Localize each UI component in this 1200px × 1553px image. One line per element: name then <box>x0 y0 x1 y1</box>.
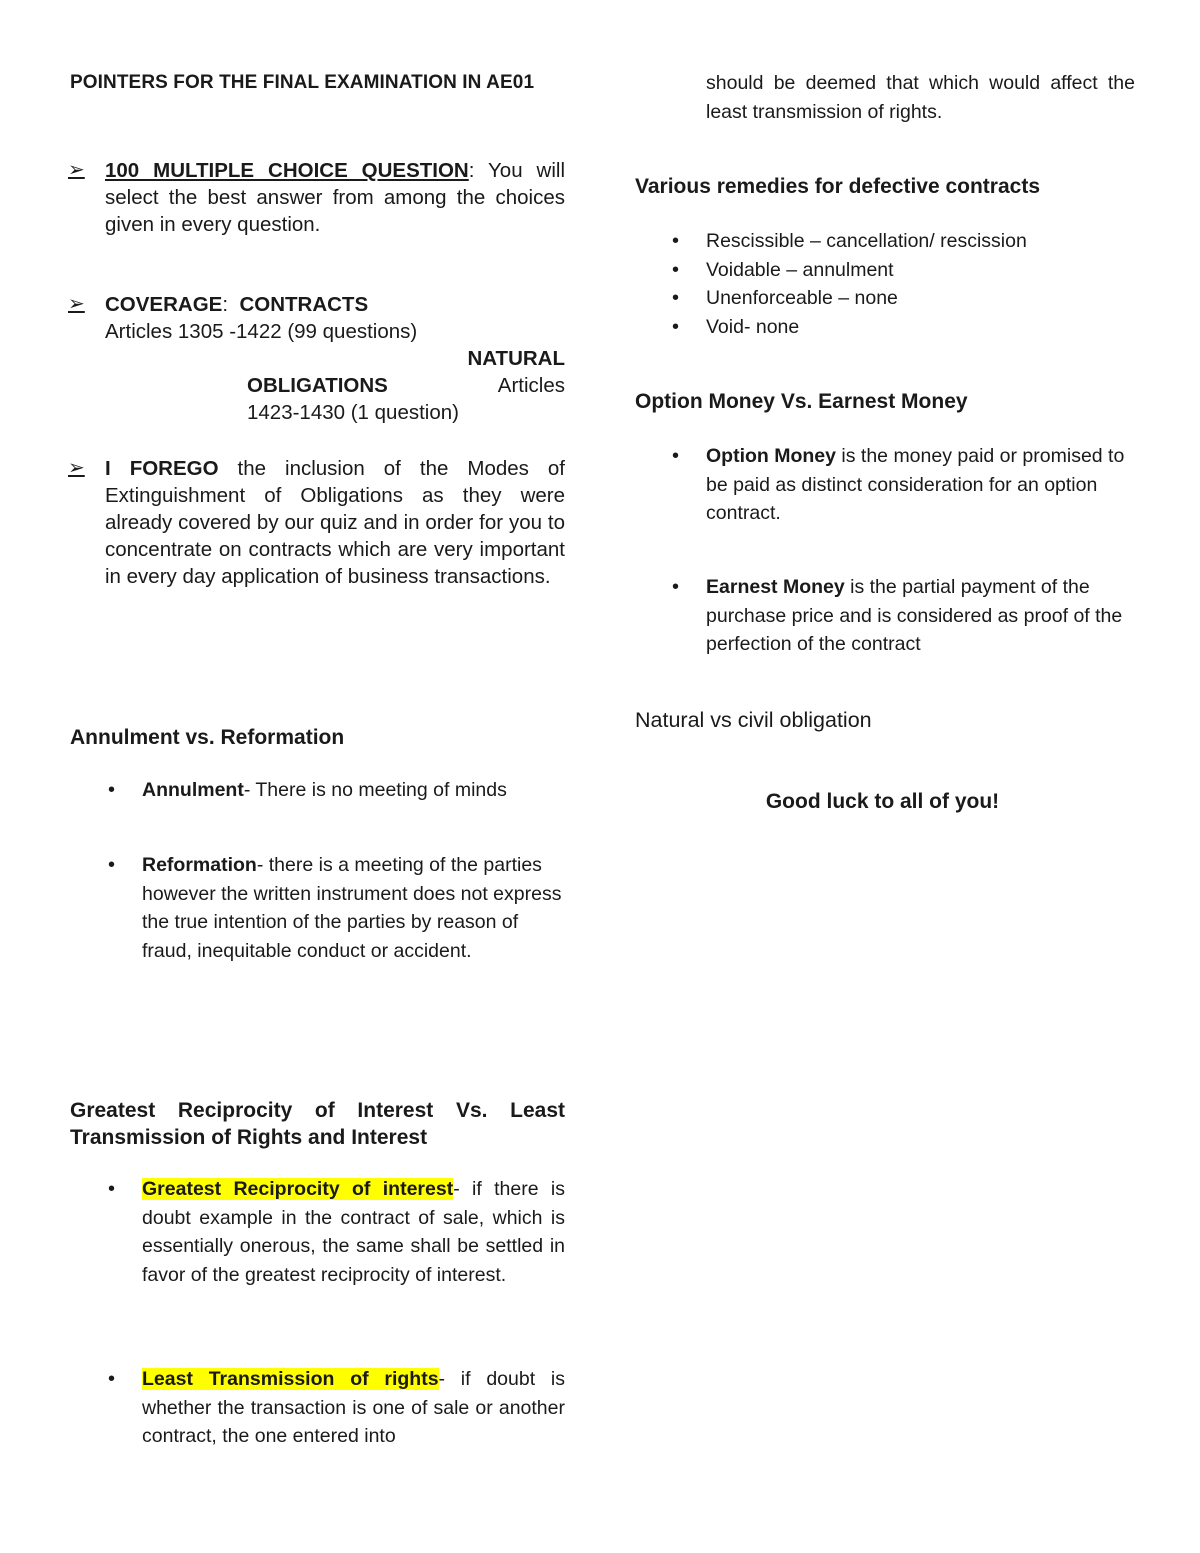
remedies-heading: Various remedies for defective contracts <box>635 175 1040 198</box>
annulment-term: Annulment <box>142 779 244 801</box>
greatest-reciprocity-term: Greatest Reciprocity of interest <box>142 1178 454 1200</box>
least-transmission-item <box>108 1365 565 1451</box>
remedy-item <box>672 284 1126 313</box>
reformation-item <box>108 851 565 965</box>
greatest-reciprocity-item <box>108 1175 565 1289</box>
remedies-list <box>672 227 1126 341</box>
bullet-dot-icon: • <box>108 1368 116 1390</box>
reformation-text: - there is a meeting of the parties however the written instrument does not express the true intention of the parties by reason of fraud, inequitable conduct or accident. <box>142 854 562 962</box>
pointer-coverage-obligations: OBLIGATIONS <box>247 374 388 397</box>
arrow-bullet-icon: ➢ <box>68 293 85 315</box>
remedy-label: Voidable – annulment <box>706 258 894 281</box>
remedy-item <box>672 313 1126 342</box>
pointer-mcq-text: You will select the best answer from among the choices given in every question. <box>105 159 566 236</box>
least-transmission-text: - if doubt is whether the transaction is one of sale or another contract, the one entered into <box>142 1368 565 1447</box>
earnest-money-item <box>672 573 1126 659</box>
pointer-coverage-contracts: CONTRACTS <box>239 293 369 316</box>
bullet-dot-icon: • <box>672 287 680 309</box>
pointer-coverage-articles-word: Articles <box>497 374 565 397</box>
option-money-item <box>672 442 1126 528</box>
closing-message: Good luck to all of you! <box>765 790 1000 813</box>
pointer-mcq-colon: : <box>468 159 475 182</box>
annulment-item <box>108 776 565 805</box>
annulment-heading: Annulment vs. Reformation <box>70 726 345 749</box>
earnest-money-text: is the partial payment of the purchase price and is considered as proof of the perfection of the contract <box>706 576 1123 655</box>
pointer-coverage-colon: : <box>222 293 229 316</box>
arrow-bullet-icon: ➢ <box>68 457 85 479</box>
bullet-dot-icon: • <box>108 1178 116 1200</box>
bullet-dot-icon: • <box>672 576 680 598</box>
natural-vs-civil: Natural vs civil obligation <box>635 708 872 732</box>
remedy-label: Rescissible – cancellation/ rescission <box>706 230 1027 252</box>
pointer-coverage-label: COVERAGE <box>105 293 223 316</box>
bullet-dot-icon: • <box>108 779 116 801</box>
reciprocity-heading: Greatest Reciprocity of Interest Vs. Least Transmission of Rights and Interest <box>70 1099 565 1149</box>
reformation-term: Reformation <box>142 854 257 876</box>
bullet-dot-icon: • <box>672 445 680 467</box>
pointer-mcq <box>68 157 566 238</box>
continued-text: should be deemed that which would affect the least transmission of rights. <box>706 72 1135 123</box>
arrow-bullet-icon: ➢ <box>68 159 85 181</box>
pointer-coverage-natural: NATURAL <box>467 347 565 370</box>
page-title: POINTERS FOR THE FINAL EXAMINATION IN AE01 <box>70 72 535 93</box>
remedy-item <box>672 256 1126 285</box>
option-money-text: is the money paid or promised to be paid as distinct consideration for an option contract. <box>706 445 1125 524</box>
remedy-label: Unenforceable – none <box>706 287 898 309</box>
bullet-dot-icon: • <box>108 854 116 876</box>
bullet-dot-icon: • <box>672 258 680 281</box>
earnest-money-term: Earnest Money <box>706 576 845 598</box>
bullet-dot-icon: • <box>672 230 680 252</box>
pointer-coverage-obligations-line <box>105 372 565 399</box>
option-money-term: Option Money <box>706 445 836 467</box>
greatest-reciprocity-text: - if there is doubt example in the contract of sale, which is essentially onerous, the same shall be settled in favor of the greatest reciprocity of interest. <box>142 1178 565 1286</box>
pointer-coverage-natural-articles: 1423-1430 (1 question) <box>247 401 459 424</box>
bullet-dot-icon: • <box>672 315 680 338</box>
remedy-item <box>672 227 1126 256</box>
option-heading: Option Money Vs. Earnest Money <box>635 390 968 413</box>
pointer-mcq-label: 100 MULTIPLE CHOICE QUESTION <box>105 159 469 182</box>
annulment-text: - There is no meeting of minds <box>243 779 507 801</box>
pointer-forego-text: the inclusion of the Modes of Extinguishment of Obligations as they were already covered by our quiz and in order for you to concentrate on contracts which are very important in every day application of business transactions. <box>105 457 565 588</box>
least-transmission-term: Least Transmission of rights <box>142 1368 439 1390</box>
pointer-coverage <box>68 291 565 426</box>
pointer-coverage-articles: Articles 1305 -1422 (99 questions) <box>105 320 418 343</box>
pointer-forego-label: I FOREGO <box>105 457 219 480</box>
pointer-forego <box>68 455 565 590</box>
remedy-label: Void- none <box>706 315 800 338</box>
